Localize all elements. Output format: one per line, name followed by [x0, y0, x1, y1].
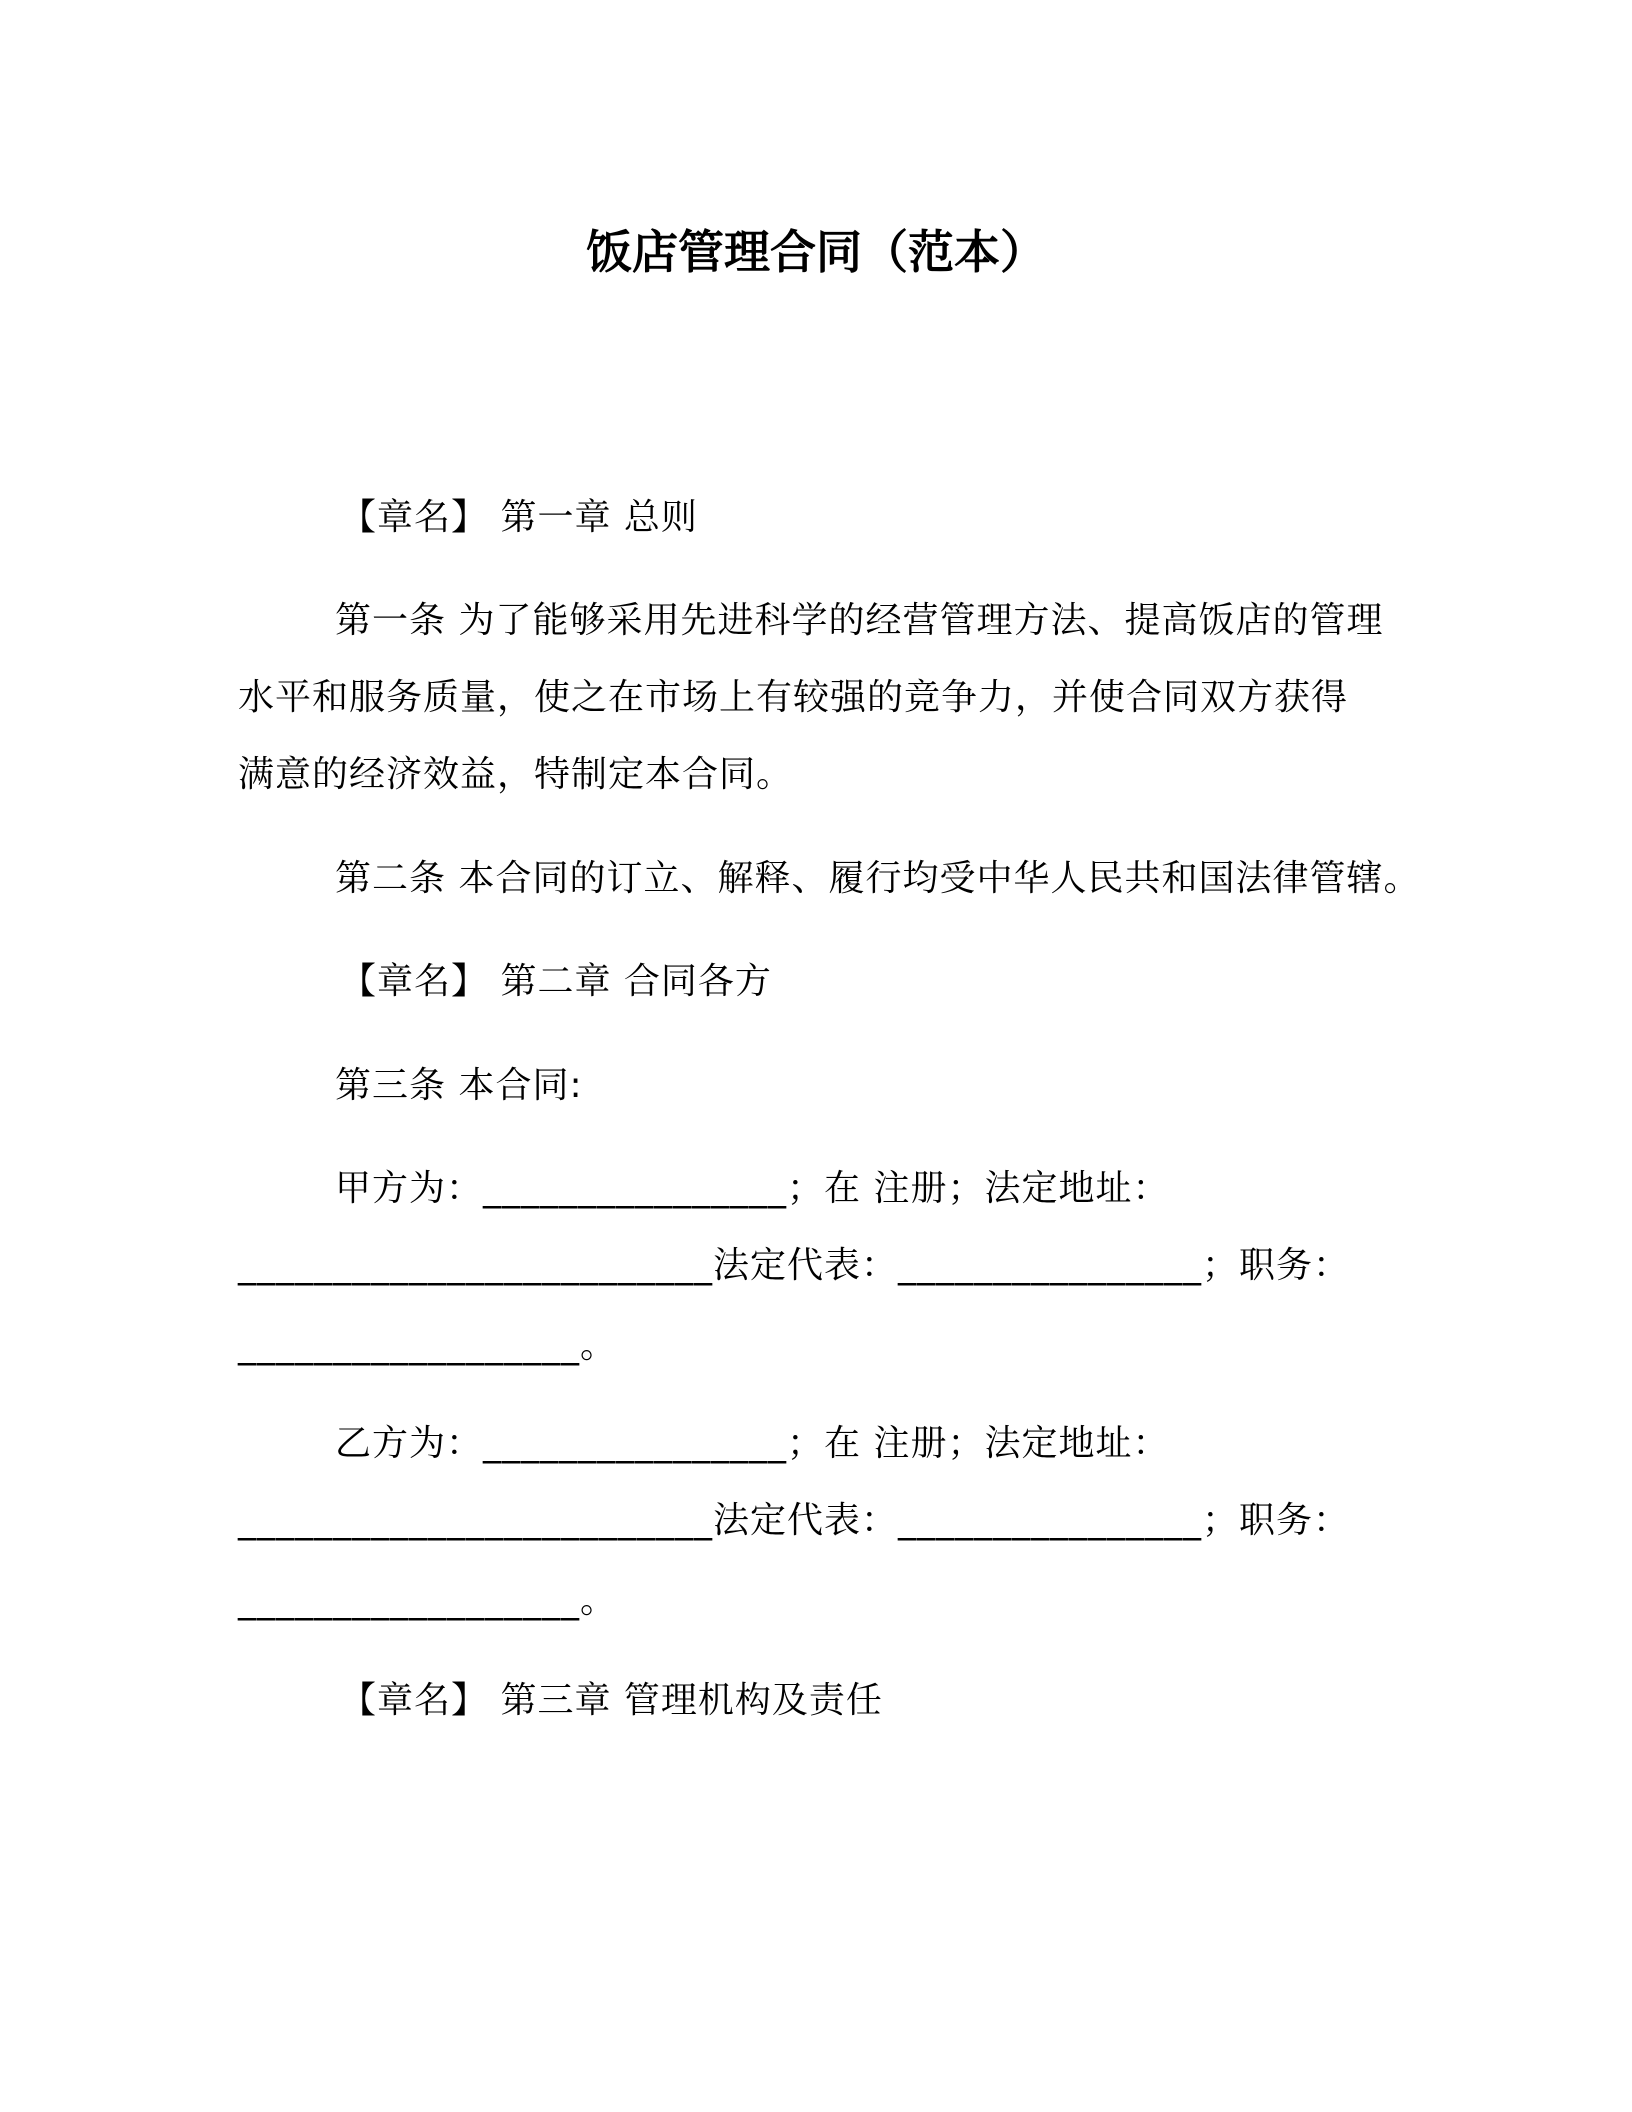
chapter-heading-1: 【章名】 第一章 总则	[340, 497, 698, 538]
party-b-line-2: _________________________法定代表：________________；职务：	[238, 1500, 1351, 1541]
article-1-line-3: 满意的经济效益，特制定本合同。	[238, 754, 794, 795]
document-title: 饭店管理合同（范本）	[586, 225, 1046, 279]
chapter-heading-3: 【章名】 第三章 管理机构及责任	[340, 1680, 883, 1721]
article-3: 第三条 本合同:	[335, 1065, 583, 1106]
article-1-line-1: 第一条 为了能够采用先进科学的经营管理方法、提高饭店的管理	[335, 600, 1384, 641]
party-b-line-1: 乙方为：________________；在 注册；法定地址：	[335, 1423, 1170, 1464]
party-a-line-1: 甲方为：________________；在 注册；法定地址：	[335, 1168, 1170, 1209]
article-1-line-2: 水平和服务质量，使之在市场上有较强的竞争力，并使合同双方获得	[238, 677, 1349, 718]
party-b-line-3: __________________。	[238, 1580, 617, 1621]
party-a-line-3: __________________。	[238, 1325, 617, 1366]
party-a-line-2: _________________________法定代表：________________；职务：	[238, 1245, 1351, 1286]
article-2: 第二条 本合同的订立、解释、履行均受中华人民共和国法律管辖。	[335, 858, 1421, 899]
chapter-heading-2: 【章名】 第二章 合同各方	[340, 961, 772, 1002]
